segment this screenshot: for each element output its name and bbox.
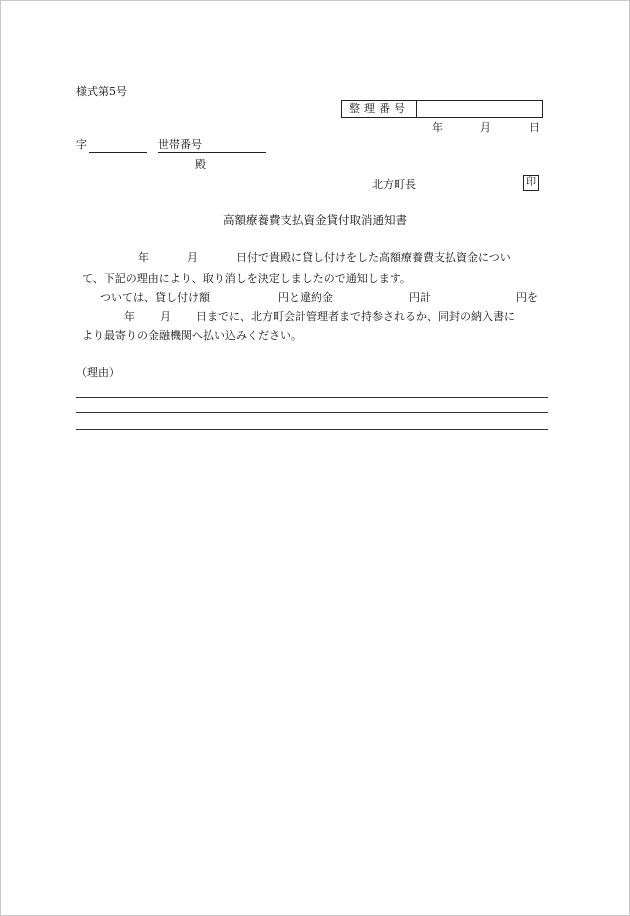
aza-label: 字 bbox=[76, 138, 87, 151]
header-date-year: 年 bbox=[432, 121, 443, 134]
seiri-bango-label: 整理番号 bbox=[342, 101, 417, 117]
line3-part-d: 円を bbox=[516, 291, 538, 304]
header-date-month: 月 bbox=[480, 121, 491, 134]
line3-part-a: ついては、貸し付け額 bbox=[100, 291, 210, 304]
body-line-3 bbox=[0, 290, 630, 306]
line1-month: 月 bbox=[187, 251, 198, 264]
body-line-2 bbox=[0, 271, 630, 287]
reason-label: （理由） bbox=[76, 366, 120, 379]
line5-text: より最寄りの金融機関へ払い込みください。 bbox=[82, 329, 302, 342]
reason-line-1 bbox=[76, 397, 548, 398]
body-line-5 bbox=[0, 328, 630, 344]
issuer-name: 北方町長 bbox=[372, 178, 416, 191]
aza-underline bbox=[89, 152, 147, 153]
setai-bango-label: 世帯番号 bbox=[158, 138, 202, 151]
line1-text: 日付で貴殿に貸し付けをした高額療養費支払資金につい bbox=[236, 251, 511, 264]
line3-part-b: 円と違約金 bbox=[278, 291, 333, 304]
line2-text: て、下記の理由により、取り消しを決定しましたので通知します。 bbox=[82, 272, 411, 285]
body-line-4 bbox=[0, 309, 630, 325]
line4-month: 月 bbox=[160, 310, 171, 323]
seiri-bango-box bbox=[341, 100, 543, 118]
line4-text: 日までに、北方町会計管理者まで持参されるか、同封の納入書に bbox=[196, 310, 515, 323]
document-title: 高額療養費支払資金貸付取消通知書 bbox=[223, 213, 407, 227]
form-number: 様式第5号 bbox=[76, 85, 127, 98]
line1-year: 年 bbox=[138, 251, 149, 264]
reason-line-2 bbox=[76, 412, 548, 413]
dono-label: 殿 bbox=[195, 158, 206, 171]
body-line-1 bbox=[0, 250, 630, 266]
header-date-day: 日 bbox=[529, 121, 540, 134]
setai-bango-underline bbox=[158, 152, 266, 153]
line4-year: 年 bbox=[124, 310, 135, 323]
line3-part-c: 円計 bbox=[409, 291, 431, 304]
seal-mark: 印 bbox=[523, 175, 539, 191]
reason-line-3 bbox=[76, 429, 548, 430]
